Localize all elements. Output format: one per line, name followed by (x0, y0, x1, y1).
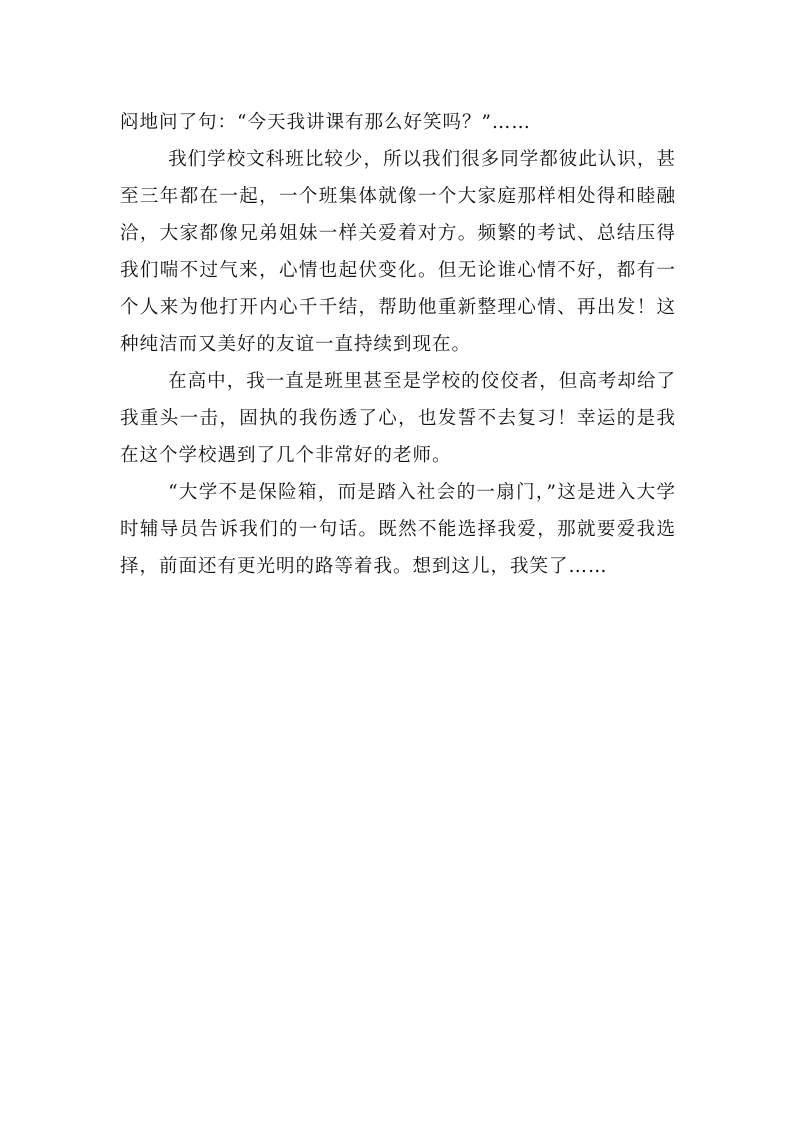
paragraph-classmates: 我们学校文科班比较少，所以我们很多同学都彼此认识，甚至三年都在一起，一个班集体就像一个大家庭那样相处得和睦融洽，大家都像兄弟姐妹一样关爱着对方。频繁的考试、总结压得我们喘不过气来，心情也起伏变化。但无论谁心情不好，都有一个人来为他打开内心千千结，帮助他重新整理心情、再出发！这种纯洁而又美好的友谊一直持续到现在。 (120, 149, 676, 355)
paragraph-university: “大学不是保险箱，而是踏入社会的一扇门，”这是进入大学时辅导员告诉我们的一句话。既然不能选择我爱，那就要爱我选择，前面还有更光明的路等着我。想到这儿，我笑了…… (120, 482, 676, 577)
paragraph-high-school: 在高中，我一直是班里甚至是学校的佼佼者，但高考却给了我重头一击，固执的我伤透了心，也发誓不去复习！幸运的是我在这个学校遇到了几个非常好的老师。 (120, 371, 676, 466)
paragraph-continuation: 闷地问了句：“今天我讲课有那么好笑吗？”…… (120, 112, 531, 133)
document-body (120, 104, 676, 585)
